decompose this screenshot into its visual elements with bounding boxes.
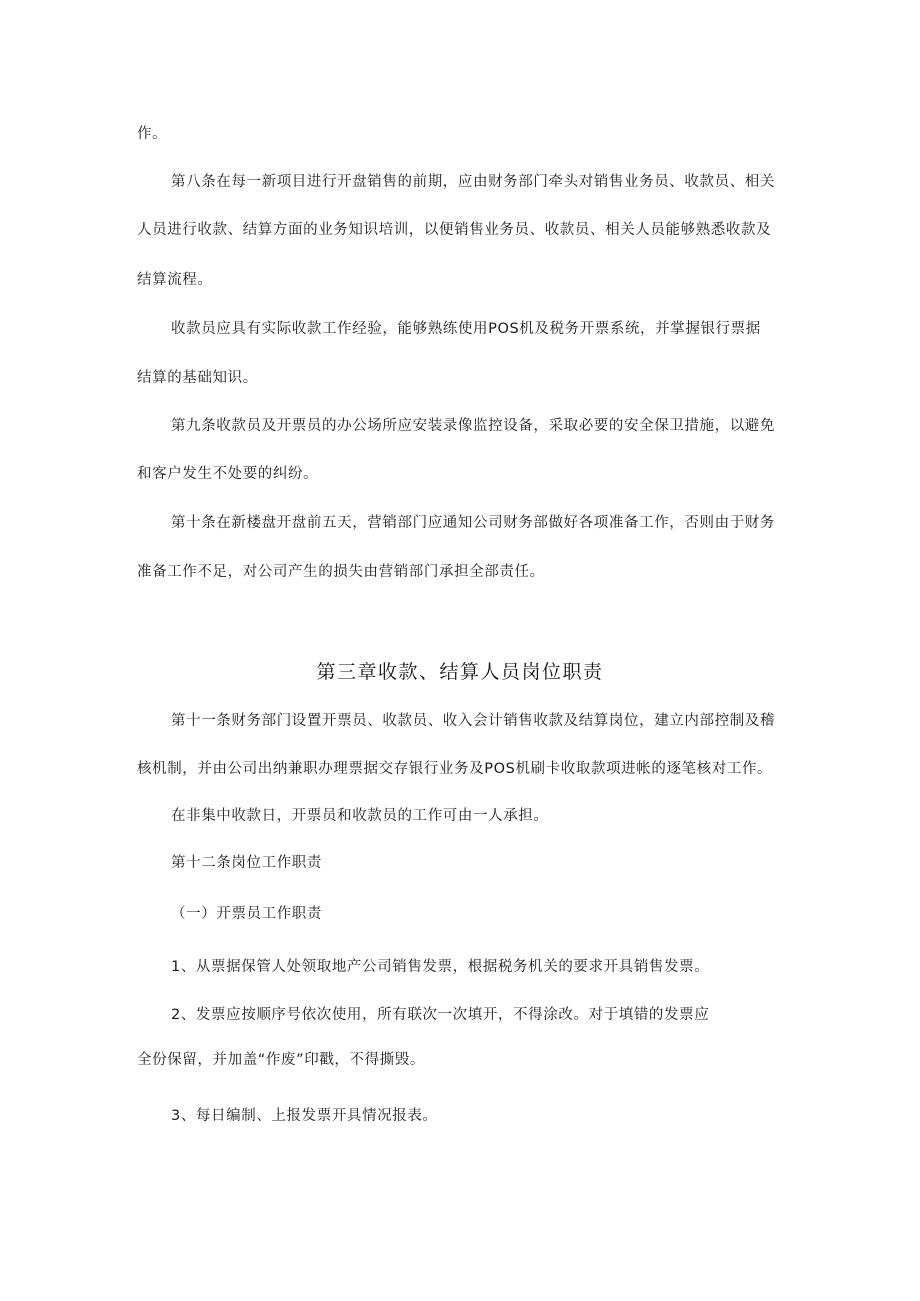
text-line: （一）开票员工作职责 [171, 906, 322, 922]
text-line: 3、每日编制、上报发票开具情况报表。 [171, 1108, 438, 1124]
text-line: 第九条收款员及开票员的办公场所应安装录像监控设备，采取必要的安全保卫措施，以避免 [171, 418, 775, 434]
text-line: 全份保留，并加盖“作废”印戳，不得撕毁。 [137, 1052, 426, 1068]
text-line: 作。 [137, 126, 168, 142]
text-line: 1、从票据保管人处领取地产公司销售发票，根据税务机关的要求开具销售发票。 [171, 959, 710, 975]
text-line: 准备工作不足，对公司产生的损失由营销部门承担全部责任。 [137, 564, 545, 580]
text-line: 在非集中收款日，开票员和收款员的工作可由一人承担。 [171, 808, 549, 824]
text-line: 2、发票应按顺序号依次使用，所有联次一次填开，不得涂改。对于填错的发票应 [171, 1007, 710, 1023]
chapter-title: 第三章收款、结算人员岗位职责 [316, 661, 604, 683]
text-line: 第八条在每一新项目进行开盘销售的前期，应由财务部门牵头对销售业务员、收款员、相关 [171, 174, 775, 190]
text-line: 核机制，并由公司出纳兼职办理票据交存银行业务及POS机刷卡收取款项进帐的逐笔核对工作。 [137, 761, 773, 777]
text-line: 结算的基础知识。 [137, 370, 258, 386]
text-line: 第十一条财务部门设置开票员、收款员、收入会计销售收款及结算岗位，建立内部控制及稽 [171, 713, 775, 729]
text-line: 结算流程。 [137, 272, 213, 288]
text-line: 人员进行收款、结算方面的业务知识培训，以便销售业务员、收款员、相关人员能够熟悉收款及 [137, 222, 772, 238]
text-line: 第十二条岗位工作职责 [171, 855, 322, 871]
text-line: 第十条在新楼盘开盘前五天，营销部门应通知公司财务部做好各项准备工作，否则由于财务 [171, 515, 775, 531]
text-line: 和客户发生不处要的纠纷。 [137, 466, 319, 482]
text-line: 收款员应具有实际收款工作经验，能够熟练使用POS机及税务开票系统，并掌握银行票据 [171, 321, 761, 337]
